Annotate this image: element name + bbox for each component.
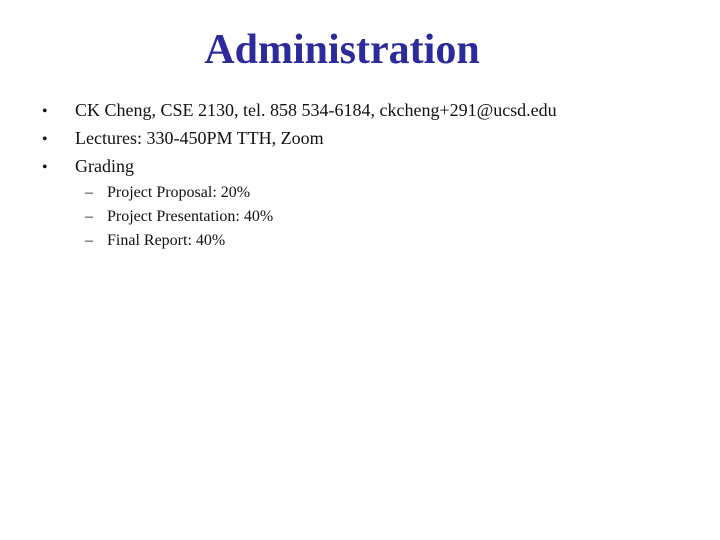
dash-icon: –: [85, 184, 93, 201]
grading-sublist-container: [42, 181, 557, 253]
grading-text-proposal: Project Proposal: 20%: [107, 184, 251, 201]
bullet-item-lectures: [42, 125, 557, 153]
dash-icon: –: [85, 232, 93, 249]
bullet-icon: •: [42, 103, 48, 120]
grading-text-final-report: Final Report: 40%: [107, 232, 226, 249]
grading-text-presentation: Project Presentation: 40%: [107, 208, 274, 225]
bullet-text-contact: CK Cheng, CSE 2130, tel. 858 534-6184, ckcheng+291@ucsd.edu: [75, 100, 557, 120]
bullet-text-lectures: Lectures: 330-450PM TTH, Zoom: [75, 128, 324, 148]
grading-item-presentation: [85, 205, 557, 229]
bullet-list: [42, 97, 557, 253]
bullet-item-grading: [42, 153, 557, 181]
bullet-item-contact: [42, 97, 557, 125]
grading-item-proposal: [85, 181, 557, 205]
bullet-icon: •: [42, 159, 48, 176]
grading-sublist: [85, 181, 557, 253]
bullet-icon: •: [42, 131, 48, 148]
dash-icon: –: [85, 208, 93, 225]
bullet-text-grading: Grading: [75, 156, 134, 176]
slide-title: Administration: [204, 27, 480, 73]
grading-item-final-report: [85, 229, 557, 253]
